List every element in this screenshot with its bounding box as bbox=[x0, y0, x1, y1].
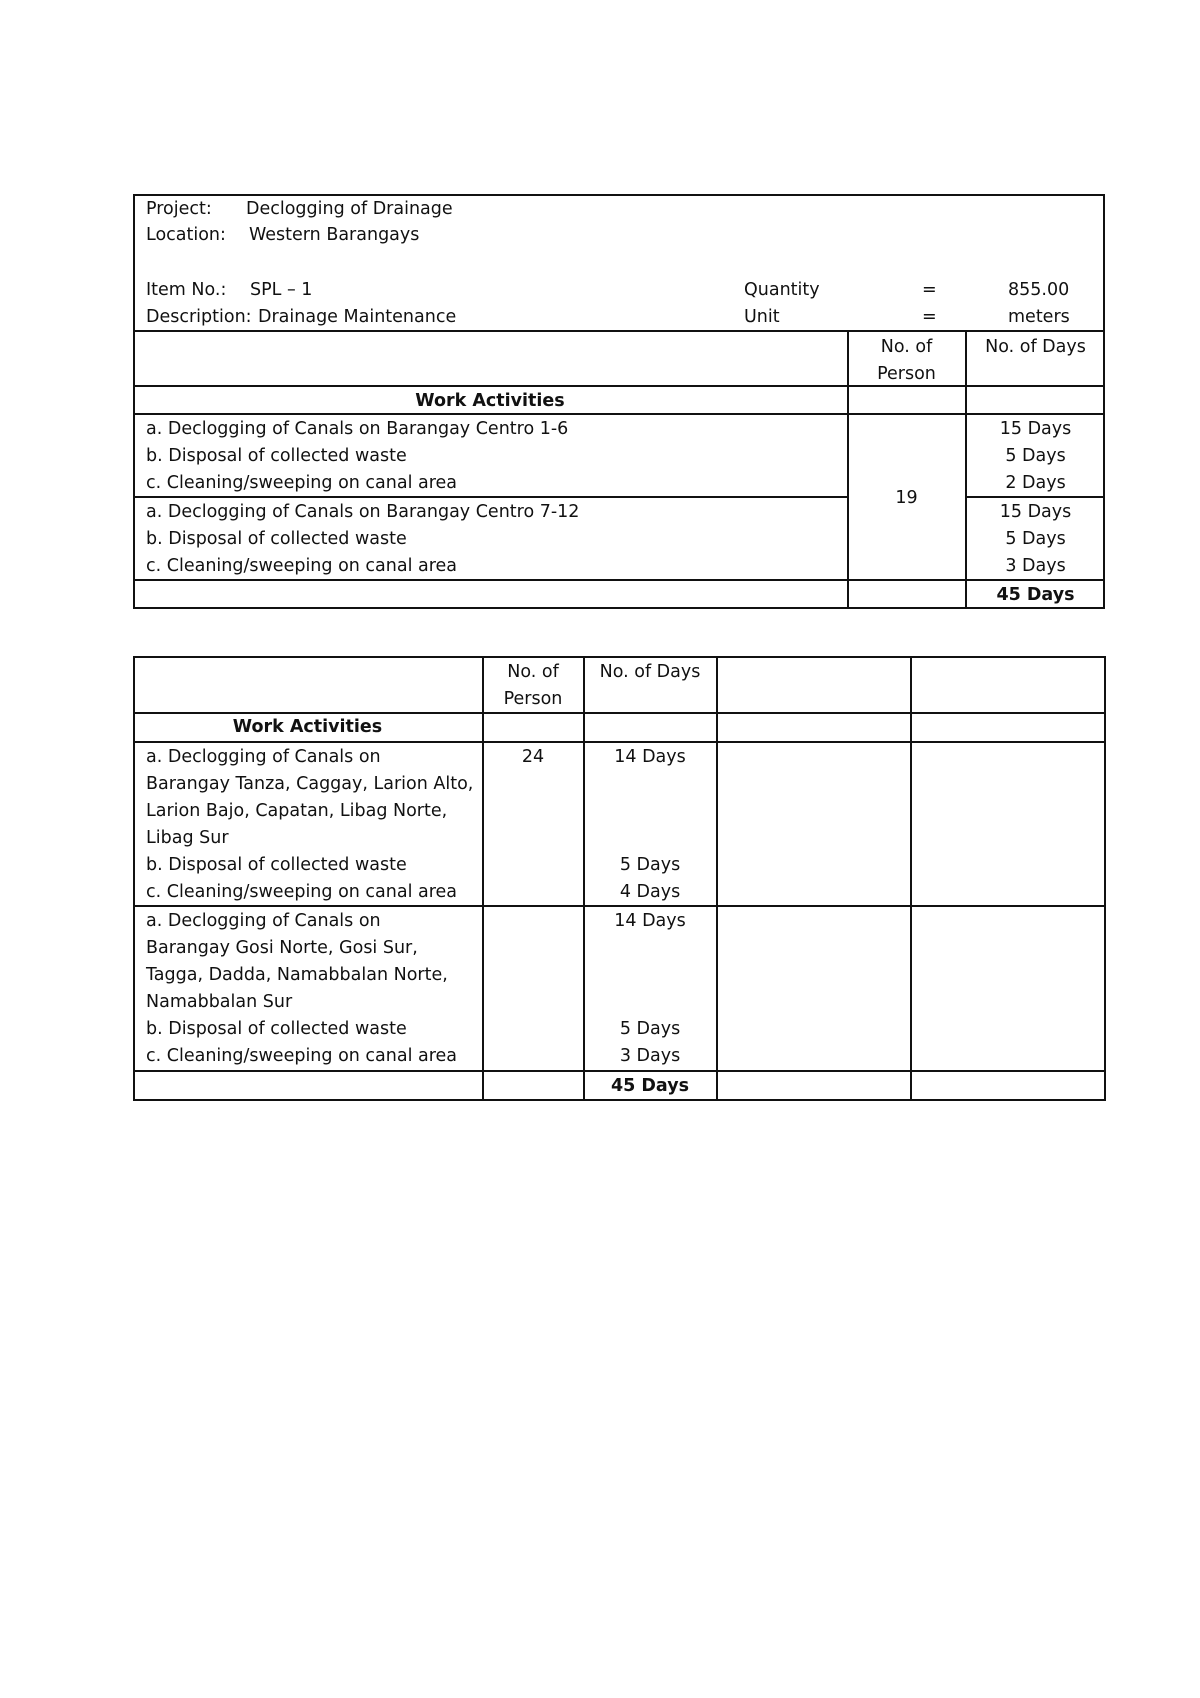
t2-g2-activity-line1: a. Declogging of Canals on bbox=[146, 911, 381, 931]
t2-g1-activity-line3: Larion Bajo, Capatan, Libag Norte, bbox=[146, 801, 448, 821]
description-label: Description: bbox=[146, 307, 252, 327]
t1-g2-days-a: 15 Days bbox=[999, 502, 1072, 522]
t2-col-days: No. of Days bbox=[599, 662, 701, 682]
unit-value: meters bbox=[1008, 307, 1070, 327]
t1-g2-activity-a: a. Declogging of Canals on Barangay Centro 7-12 bbox=[146, 502, 580, 522]
t2-divider-total bbox=[133, 1070, 1106, 1072]
t2-col-divider-3 bbox=[716, 656, 718, 1101]
location-value: Western Barangays bbox=[249, 225, 420, 245]
t1-g1-days-c: 2 Days bbox=[1005, 473, 1066, 493]
t1-g2-activity-c: c. Cleaning/sweeping on canal area bbox=[146, 556, 458, 576]
t1-divider-total bbox=[133, 579, 1105, 581]
unit-label: Unit bbox=[744, 307, 780, 327]
t2-total: 45 Days bbox=[610, 1076, 690, 1096]
t1-divider-colhead bbox=[133, 385, 1105, 387]
item-value: SPL – 1 bbox=[250, 280, 313, 300]
t2-col-person-line1: No. of bbox=[507, 662, 559, 682]
t1-g1-days-b: 5 Days bbox=[1005, 446, 1066, 466]
t1-divider-header bbox=[133, 330, 1105, 332]
t1-divider-group bbox=[133, 496, 848, 498]
description-value: Drainage Maintenance bbox=[258, 307, 457, 327]
t2-g1-activity-line4: Libag Sur bbox=[146, 828, 229, 848]
t2-g2-activity-line2: Barangay Gosi Norte, Gosi Sur, bbox=[146, 938, 418, 958]
quantity-label: Quantity bbox=[744, 280, 820, 300]
t1-divider-workact bbox=[133, 413, 1105, 415]
project-value: Declogging of Drainage bbox=[246, 199, 453, 219]
unit-eq: = bbox=[922, 307, 937, 327]
t2-g2-disposal: b. Disposal of collected waste bbox=[146, 1019, 407, 1039]
t2-g1-activity-line1: a. Declogging of Canals on bbox=[146, 747, 381, 767]
t1-g1-activity-c: c. Cleaning/sweeping on canal area bbox=[146, 473, 458, 493]
t2-col-divider-4 bbox=[910, 656, 912, 1101]
t2-g1-cleaning: c. Cleaning/sweeping on canal area bbox=[146, 882, 458, 902]
t2-col-divider-1 bbox=[482, 656, 484, 1101]
t2-g2-disposal-days: 5 Days bbox=[619, 1019, 681, 1039]
t1-g1-days-a: 15 Days bbox=[999, 419, 1072, 439]
item-label: Item No.: bbox=[146, 280, 227, 300]
t2-g1-persons: 24 bbox=[521, 747, 545, 767]
t1-g2-activity-b: b. Disposal of collected waste bbox=[146, 529, 407, 549]
t1-g1-activity-a: a. Declogging of Canals on Barangay Centro 1-6 bbox=[146, 419, 569, 439]
t2-g2-activity-line3: Tagga, Dadda, Namabbalan Norte, bbox=[146, 965, 448, 985]
quantity-value: 855.00 bbox=[1008, 280, 1070, 300]
t1-work-activities: Work Activities bbox=[415, 391, 565, 411]
t1-persons: 19 bbox=[895, 488, 918, 508]
project-label: Project: bbox=[146, 199, 212, 219]
t1-total: 45 Days bbox=[996, 585, 1075, 605]
t2-g1-disposal-days: 5 Days bbox=[619, 855, 681, 875]
t2-g2-cleaning-days: 3 Days bbox=[619, 1046, 681, 1066]
t1-g1-activity-b: b. Disposal of collected waste bbox=[146, 446, 407, 466]
t2-g2-activity-line4: Namabbalan Sur bbox=[146, 992, 293, 1012]
t2-work-activities: Work Activities bbox=[232, 717, 383, 737]
t2-divider-colhead bbox=[133, 712, 1106, 714]
t2-col-person-line2: Person bbox=[503, 689, 563, 709]
t1-col-days: No. of Days bbox=[985, 337, 1086, 357]
t1-col-person-line1: No. of bbox=[880, 337, 933, 357]
t2-g1-days: 14 Days bbox=[614, 747, 686, 767]
t2-divider-group bbox=[133, 905, 1106, 907]
t1-divider-group-days bbox=[965, 496, 1105, 498]
t2-g2-days: 14 Days bbox=[614, 911, 686, 931]
t1-col-person-line2: Person bbox=[877, 364, 936, 384]
quantity-eq: = bbox=[922, 280, 937, 300]
t2-g1-activity-line2: Barangay Tanza, Caggay, Larion Alto, bbox=[146, 774, 474, 794]
t1-g2-days-b: 5 Days bbox=[1005, 529, 1066, 549]
location-label: Location: bbox=[146, 225, 226, 245]
t2-g1-disposal: b. Disposal of collected waste bbox=[146, 855, 407, 875]
t1-g2-days-c: 3 Days bbox=[1005, 556, 1066, 576]
t2-g2-cleaning: c. Cleaning/sweeping on canal area bbox=[146, 1046, 458, 1066]
t2-g1-cleaning-days: 4 Days bbox=[619, 882, 681, 902]
t2-divider-workact bbox=[133, 741, 1106, 743]
